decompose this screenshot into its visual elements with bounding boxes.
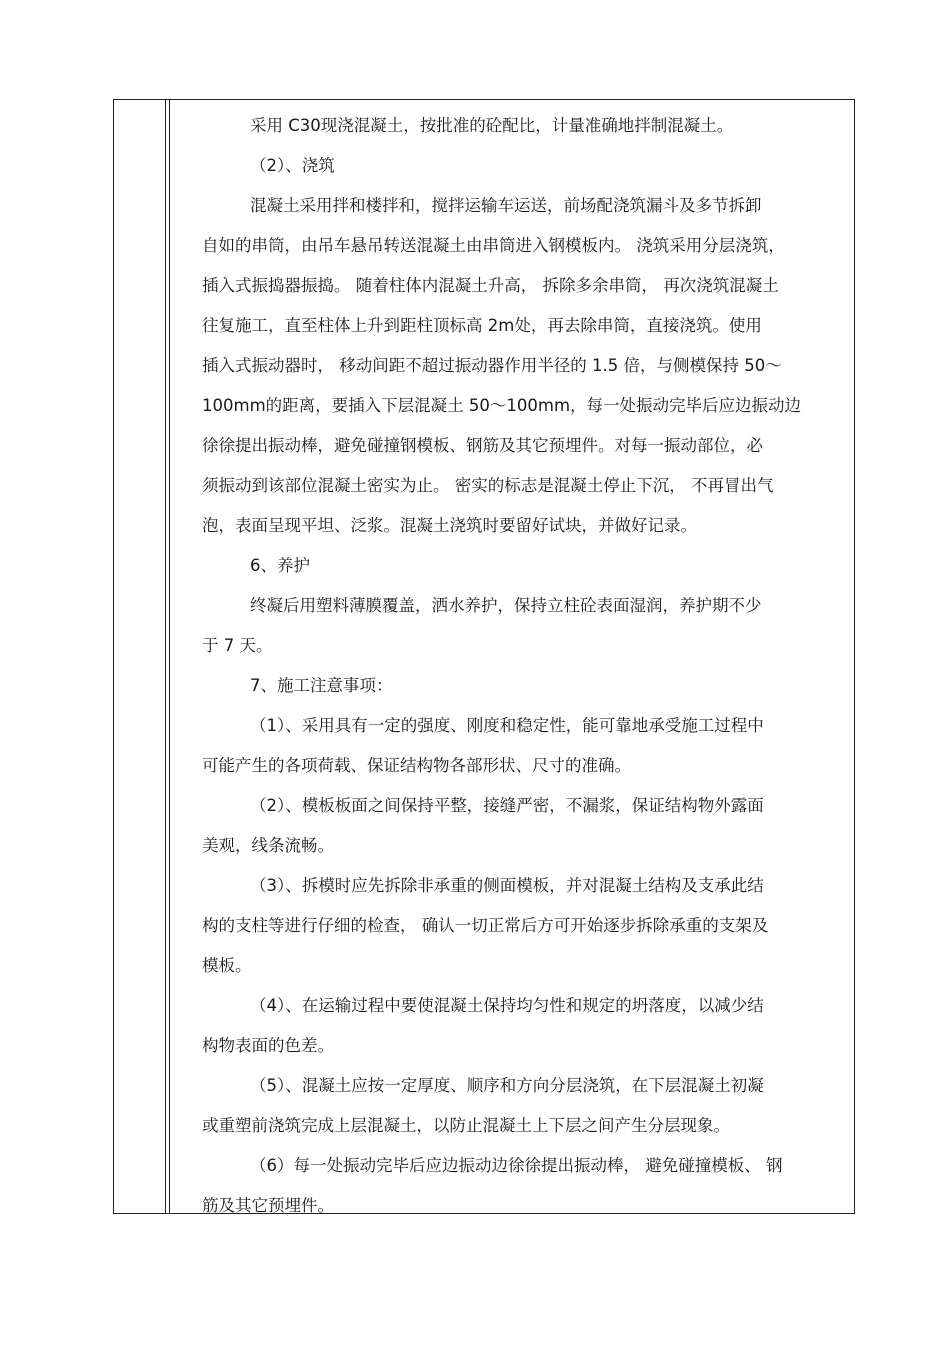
text-line: 7、施工注意事项： [250, 676, 393, 695]
text-line: （6）每一处振动完毕后应边振动边徐徐提出振动棒， 避免碰撞模板、 钢 [250, 1156, 783, 1175]
text-line: 100mm的距离，要插入下层混凝土 50～100mm，每一处振动完毕后应边振动边 [202, 396, 802, 415]
text-line: 6、养护 [250, 556, 310, 575]
text-line: 插入式振动器时， 移动间距不超过振动器作用半径的 1.5 倍，与侧模保持 50～ [202, 356, 782, 375]
text-line: 于 7 天。 [202, 636, 273, 655]
text-line: 插入式振捣器振捣。 随着柱体内混凝土升高， 拆除多余串筒， 再次浇筑混凝土 [202, 276, 779, 295]
text-line: 采用 C30现浇混凝土，按批准的砼配比，计量准确地拌制混凝土。 [250, 116, 734, 135]
text-line: （3）、拆模时应先拆除非承重的侧面模板，并对混凝土结构及支承此结 [250, 876, 764, 895]
text-line: 筋及其它预埋件。 [202, 1196, 334, 1215]
text-line: 或重塑前浇筑完成上层混凝土，以防止混凝土上下层之间产生分层现象。 [202, 1116, 730, 1135]
text-line: 徐徐提出振动棒，避免碰撞钢模板、钢筋及其它预埋件。对每一振动部位，必 [202, 436, 763, 455]
text-line: 泡，表面呈现平坦、泛浆。混凝土浇筑时要留好试块，并做好记录。 [202, 516, 697, 535]
text-line: （1）、采用具有一定的强度、刚度和稳定性，能可靠地承受施工过程中 [250, 716, 764, 735]
text-line: （5）、混凝土应按一定厚度、顺序和方向分层浇筑，在下层混凝土初凝 [250, 1076, 764, 1095]
text-line: 混凝土采用拌和楼拌和，搅拌运输车运送，前场配浇筑漏斗及多节拆卸 [250, 196, 762, 215]
text-line: （4）、在运输过程中要使混凝土保持均匀性和规定的坍落度，以减少结 [250, 996, 764, 1015]
text-line: 往复施工，直至柱体上升到距柱顶标高 2m处，再去除串筒，直接浇筑。使用 [202, 316, 762, 335]
document-body [202, 106, 847, 1226]
text-line: 须振动到该部位混凝土密实为止。 密实的标志是混凝土停止下沉， 不再冒出气 [202, 476, 774, 495]
text-line: 可能产生的各项荷载、保证结构物各部形状、尺寸的准确。 [202, 756, 631, 775]
column-divider-left [165, 100, 166, 1213]
text-line: 自如的串筒，由吊车悬吊转送混凝土由串筒进入钢模板内。 浇筑采用分层浇筑， [202, 236, 785, 255]
text-line: 构的支柱等进行仔细的检查， 确认一切正常后方可开始逐步拆除承重的支架及 [202, 916, 769, 935]
text-line: （2）、浇筑 [250, 156, 335, 175]
column-divider-right [169, 100, 170, 1213]
text-line: 构物表面的色差。 [202, 1036, 334, 1055]
text-line: 模板。 [202, 956, 252, 975]
text-line: （2）、模板板面之间保持平整，接缝严密，不漏浆，保证结构物外露面 [250, 796, 764, 815]
text-line: 终凝后用塑料薄膜覆盖，洒水养护，保持立柱砼表面湿润，养护期不少 [250, 596, 762, 615]
text-line: 美观，线条流畅。 [202, 836, 334, 855]
